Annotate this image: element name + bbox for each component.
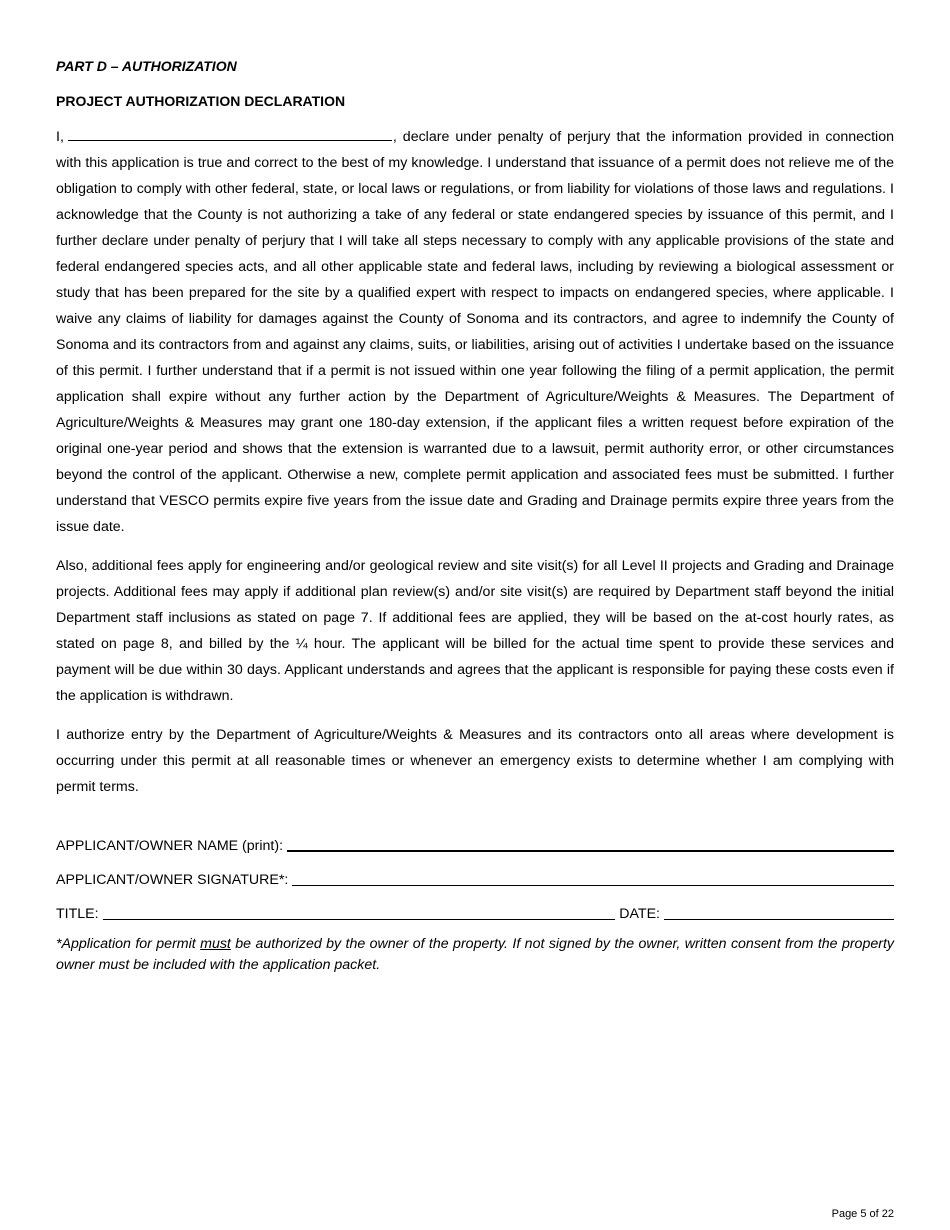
title-label: TITLE:	[56, 906, 99, 922]
part-title: PART D – AUTHORIZATION	[56, 58, 237, 74]
signature-field[interactable]	[292, 869, 894, 886]
date-label: DATE:	[619, 906, 660, 922]
fees-paragraph: Also, additional fees apply for engineering and/or geological review and site visit(s) for all Level II projects and Grading and Drainage projects. Additional fees may apply if additional plan review(s) and/or site visit(s) are required by Department staff beyond the initial Department staff inclusions as stated on page 7. If additional fees are applied, they will be based on the at-cost hourly rates, as stated on page 8, and billed by the ¼ hour. The applicant will be billed for the actual time spent to provide these services and payment will be due within 30 days. Applicant understands and agrees that the applicant is responsible for paying these costs even if the application is withdrawn.	[56, 558, 894, 704]
declarant-name-field[interactable]	[68, 126, 392, 141]
owner-authorization-footnote	[56, 934, 894, 976]
signature-form	[56, 834, 894, 924]
section-title: PROJECT AUTHORIZATION DECLARATION	[56, 93, 346, 109]
declaration-prefix: I,	[56, 129, 64, 145]
signature-row	[56, 868, 894, 890]
name-row	[56, 834, 894, 856]
footnote-after: be authorized by the owner of the property. If not signed by the owner, written consent from the property owner must be included with the application packet.	[56, 936, 894, 973]
date-field[interactable]	[664, 903, 894, 920]
name-label: APPLICANT/OWNER NAME (print):	[56, 838, 284, 854]
document-page	[56, 56, 894, 990]
declaration-text: , declare under penalty of perjury that the information provided in connection with this application is true and correct to the best of my knowledge. I understand that issuance of a permit does not relieve me of the obligation to comply with other federal, state, or local laws or regulations, or from liability for violations of those laws and regulations. I acknowledge that the County is not authorizing a take of any federal or state endangered species by issuance of this permit, and I further declare under penalty of perjury that I will take all steps necessary to comply with any applicable provisions of the state and federal endangered species acts, and all other applicable state and federal laws, including by reviewing a biological assessment or study that has been prepared for the site by a qualified expert with respect to impacts on endangered species, where applicable. I waive any claims of liability for damages against the County of Sonoma and its contractors, and agree to indemnify the County of Sonoma and its contractors from and against any claims, suits, or liabilities, arising out of activities I undertake based on the issuance of this permit. I further understand that if a permit is not issued within one year following the filing of a permit application, the permit application shall expire without any further action by the Department of Agriculture/Weights & Measures. The Department of Agriculture/Weights & Measures may grant one 180-day extension, if the applicant files a written request before expiration of the original one-year period and shows that the extension is warranted due to a lawsuit, permit authority error, or other circumstances beyond the control of the applicant. Otherwise a new, complete permit application and associated fees must be submitted. I further understand that VESCO permits expire five years from the issue date and Grading and Drainage permits expire three years from the issue date.	[56, 129, 894, 535]
title-date-row	[56, 902, 894, 924]
footnote-before: *Application for permit	[56, 936, 201, 952]
name-field[interactable]	[287, 834, 894, 852]
footnote-emphasis: must	[200, 936, 231, 952]
entry-paragraph: I authorize entry by the Department of Agriculture/Weights & Measures and its contractors onto all areas where development is occurring under this permit at all reasonable times or whenever an emergency exists to determine whether I am complying with permit terms.	[56, 727, 894, 795]
page-number: Page 5 of 22	[831, 1208, 894, 1220]
declaration-paragraph	[56, 124, 894, 540]
signature-label: APPLICANT/OWNER SIGNATURE*:	[56, 872, 289, 888]
title-field[interactable]	[103, 903, 616, 920]
